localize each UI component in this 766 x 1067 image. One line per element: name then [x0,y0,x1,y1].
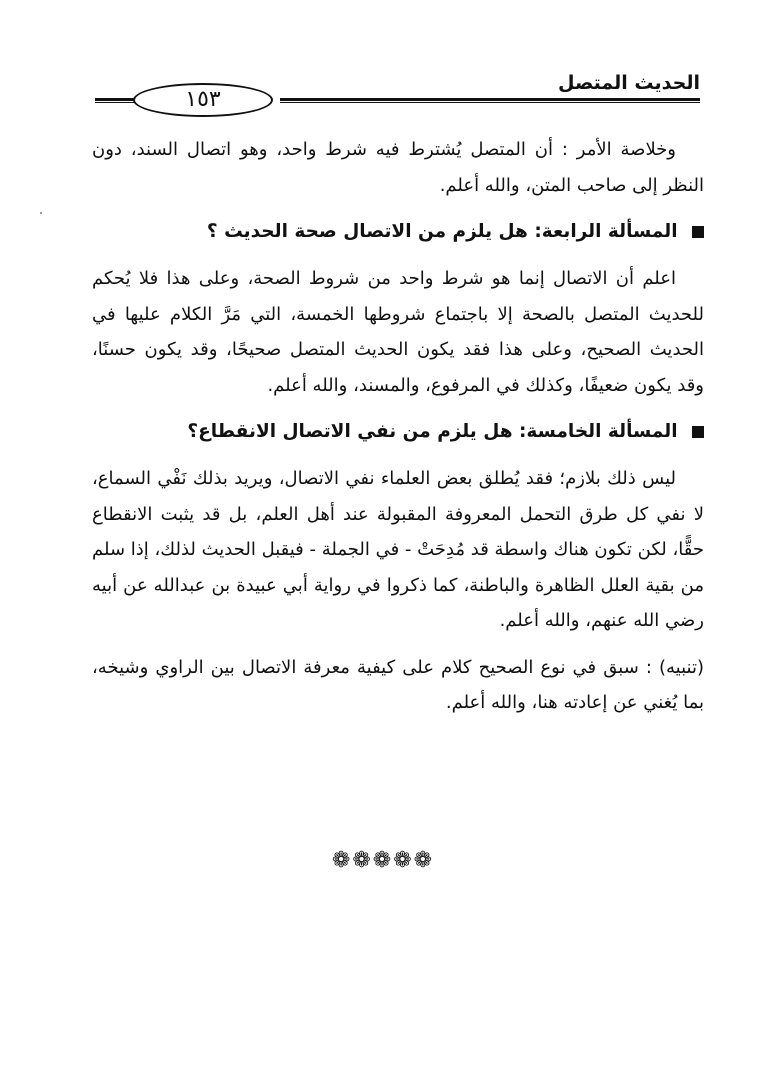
scan-speck [40,212,42,214]
paragraph-fourth-answer: اعلم أن الاتصال إنما هو شرط واحد من شروط الصحة، وعلى هذا فلا يُحكم للحديث المتصل بالصحة إلا باجتماع شروطها الخمسة، التي مَرَّ الكلام عليها في الحديث الصحيح، وعلى هذا فقد يكون الحديث المتصل صحيحًا، وقد يكون حسنًا، وقد يكون ضعيفًا، وكذلك في المرفوع، والمسند، والله أعلم. [92,268,704,396]
paragraph-note: (تنبيه) : سبق في نوع الصحيح كلام على كيفية معرفة الاتصال بين الراوي وشيخه، بما يُغني عن إعادته هنا، والله أعلم. [92,656,704,713]
section-end-ornament: ❁❁❁❁❁ [331,848,435,873]
page-body [92,132,704,732]
running-title: الحديث المتصل [558,72,700,94]
heading-text: هل يلزم من نفي الاتصال الانقطاع؟ [187,421,513,442]
heading-label: المسألة الرابعة: [534,221,678,242]
heading-text: هل يلزم من الاتصال صحة الحديث ؟ [206,221,528,242]
header-rule [280,98,700,103]
header-rule-left [95,98,135,103]
heading-label: المسألة الخامسة: [519,421,678,442]
square-bullet-icon [692,226,704,238]
paragraph-fifth-answer: ليس ذلك بلازم؛ فقد يُطلق بعض العلماء نفي الاتصال، ويريد بذلك نَفْي السماع، لا نفي كل طرق التحمل المعروفة المقبولة عند أهل العلم، بل قد يثبت الانقطاع حقًّا، لكن تكون هناك واسطة قد مُدِحَتْ - في الجملة - فيقبل الحديث لذلك، إذا سلم من بقية العلل الظاهرة والباطنة، كما ذكروا في رواية أبي عبيدة بن عبدالله عن أبيه رضي الله عنهم، والله أعلم. [92,468,704,631]
page-number: ١٥٣ [133,83,273,117]
section-heading-fourth [92,214,704,250]
square-bullet-icon [692,426,704,438]
page-header [95,70,700,114]
section-heading-fifth [92,414,704,450]
paragraph-summary: وخلاصة الأمر : أن المتصل يُشترط فيه شرط واحد، وهو اتصال السند، دون النظر إلى صاحب المتن، والله أعلم. [92,139,704,196]
